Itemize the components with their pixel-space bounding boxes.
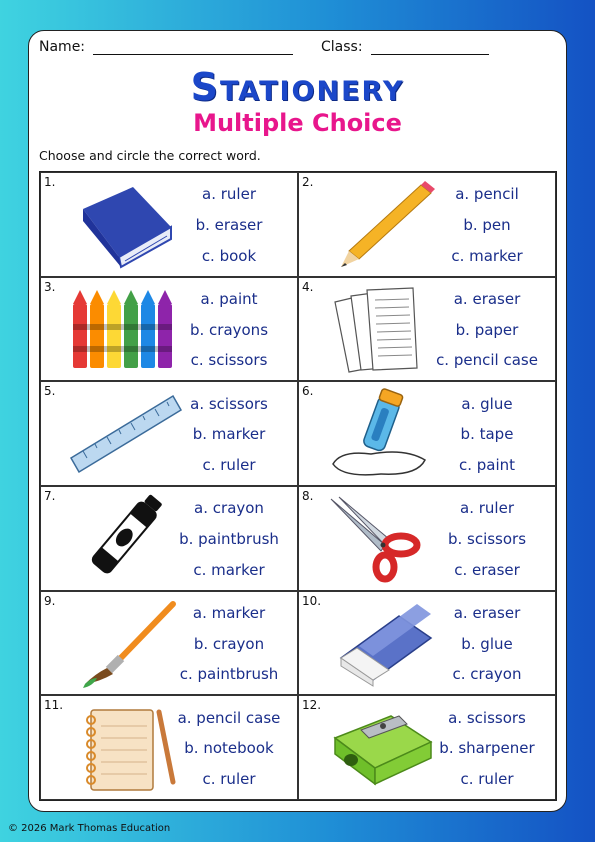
option-a[interactable]: a. crayon [194, 499, 264, 518]
option-c[interactable]: c. eraser [454, 560, 520, 579]
question-number: 10. [302, 593, 322, 608]
paintbrush-icon [63, 598, 183, 690]
option-a[interactable]: a. glue [461, 394, 513, 413]
marker-icon [63, 493, 183, 585]
question-cell [40, 172, 298, 277]
option-a[interactable]: a. scissors [190, 394, 268, 413]
option-b[interactable]: b. notebook [184, 739, 274, 758]
question-number: 12. [302, 698, 322, 713]
options [169, 388, 289, 480]
question-number: 11. [44, 698, 64, 713]
option-c[interactable]: c. ruler [202, 769, 256, 788]
question-number: 4. [302, 279, 314, 294]
option-b[interactable]: b. glue [461, 634, 513, 653]
sharpener-icon [321, 702, 441, 794]
question-number: 9. [44, 593, 56, 608]
eraser-icon [321, 598, 441, 690]
option-b[interactable]: b. paper [455, 320, 519, 339]
option-c[interactable]: c. scissors [190, 351, 268, 370]
option-a[interactable]: a. pencil [455, 185, 519, 204]
question-grid [39, 171, 557, 801]
book-icon [63, 179, 183, 271]
options [427, 598, 547, 690]
option-a[interactable]: a. paint [200, 289, 258, 308]
question-number: 7. [44, 488, 56, 503]
instruction-text: Choose and circle the correct word. [39, 148, 261, 163]
class-line[interactable] [371, 40, 489, 55]
question-cell [40, 277, 298, 382]
option-a[interactable]: a. eraser [453, 603, 521, 622]
options [169, 598, 289, 690]
name-label: Name: [39, 39, 86, 55]
question-cell [40, 381, 298, 486]
options [427, 388, 547, 480]
ruler-icon [63, 388, 183, 480]
question-number: 5. [44, 384, 56, 399]
page-title: Stationery [190, 65, 405, 109]
glue-icon [321, 388, 441, 480]
paper-icon [321, 284, 441, 376]
options [427, 493, 547, 585]
question-cell [40, 591, 298, 696]
question-cell [298, 695, 556, 800]
option-a[interactable]: a. pencil case [177, 708, 281, 727]
class-label: Class: [321, 39, 363, 55]
option-c[interactable]: c. paint [458, 455, 516, 474]
question-cell [298, 172, 556, 277]
question-cell [40, 695, 298, 800]
question-number: 8. [302, 488, 314, 503]
name-line[interactable] [93, 40, 293, 55]
option-c[interactable]: c. marker [193, 560, 265, 579]
copyright-footer: © 2026 Mark Thomas Education [8, 823, 171, 834]
option-c[interactable]: c. crayon [452, 665, 522, 684]
option-b[interactable]: b. tape [460, 425, 514, 444]
option-a[interactable]: a. marker [192, 603, 266, 622]
question-number: 1. [44, 175, 56, 189]
question-cell [40, 486, 298, 591]
page-subtitle: Multiple Choice [193, 109, 402, 137]
option-b[interactable]: b. eraser [195, 215, 263, 234]
question-cell [298, 591, 556, 696]
question-number: 2. [302, 175, 314, 189]
question-cell [298, 381, 556, 486]
options [169, 179, 289, 271]
option-b[interactable]: b. paintbrush [179, 529, 279, 548]
option-a[interactable]: a. ruler [202, 185, 256, 204]
option-c[interactable]: c. book [201, 246, 257, 265]
options [169, 493, 289, 585]
option-a[interactable]: a. ruler [460, 499, 514, 518]
worksheet [28, 30, 567, 812]
notebook-icon [63, 702, 183, 794]
option-b[interactable]: b. marker [192, 425, 266, 444]
option-b[interactable]: b. crayon [193, 634, 265, 653]
option-c[interactable]: c. marker [451, 246, 523, 265]
option-b[interactable]: b. sharpener [439, 739, 535, 758]
option-c[interactable]: c. paintbrush [179, 665, 279, 684]
question-number: 6. [302, 384, 314, 399]
options [427, 702, 547, 794]
option-a[interactable]: a. scissors [448, 708, 526, 727]
option-b[interactable]: b. pen [463, 215, 511, 234]
options [427, 284, 547, 376]
option-c[interactable]: c. ruler [460, 769, 514, 788]
option-b[interactable]: b. scissors [447, 529, 527, 548]
option-b[interactable]: b. crayons [189, 320, 269, 339]
option-c[interactable]: c. ruler [202, 455, 256, 474]
name-field-row [39, 39, 293, 55]
options [427, 179, 547, 271]
option-c[interactable]: c. pencil case [436, 351, 538, 370]
options [169, 284, 289, 376]
question-cell [298, 486, 556, 591]
scissors-icon [321, 493, 441, 585]
options [169, 702, 289, 794]
question-cell [298, 277, 556, 382]
class-field-row [321, 39, 489, 55]
crayons-icon [63, 284, 183, 376]
option-a[interactable]: a. eraser [453, 289, 521, 308]
question-number: 3. [44, 279, 56, 294]
pencil-icon [321, 179, 441, 271]
